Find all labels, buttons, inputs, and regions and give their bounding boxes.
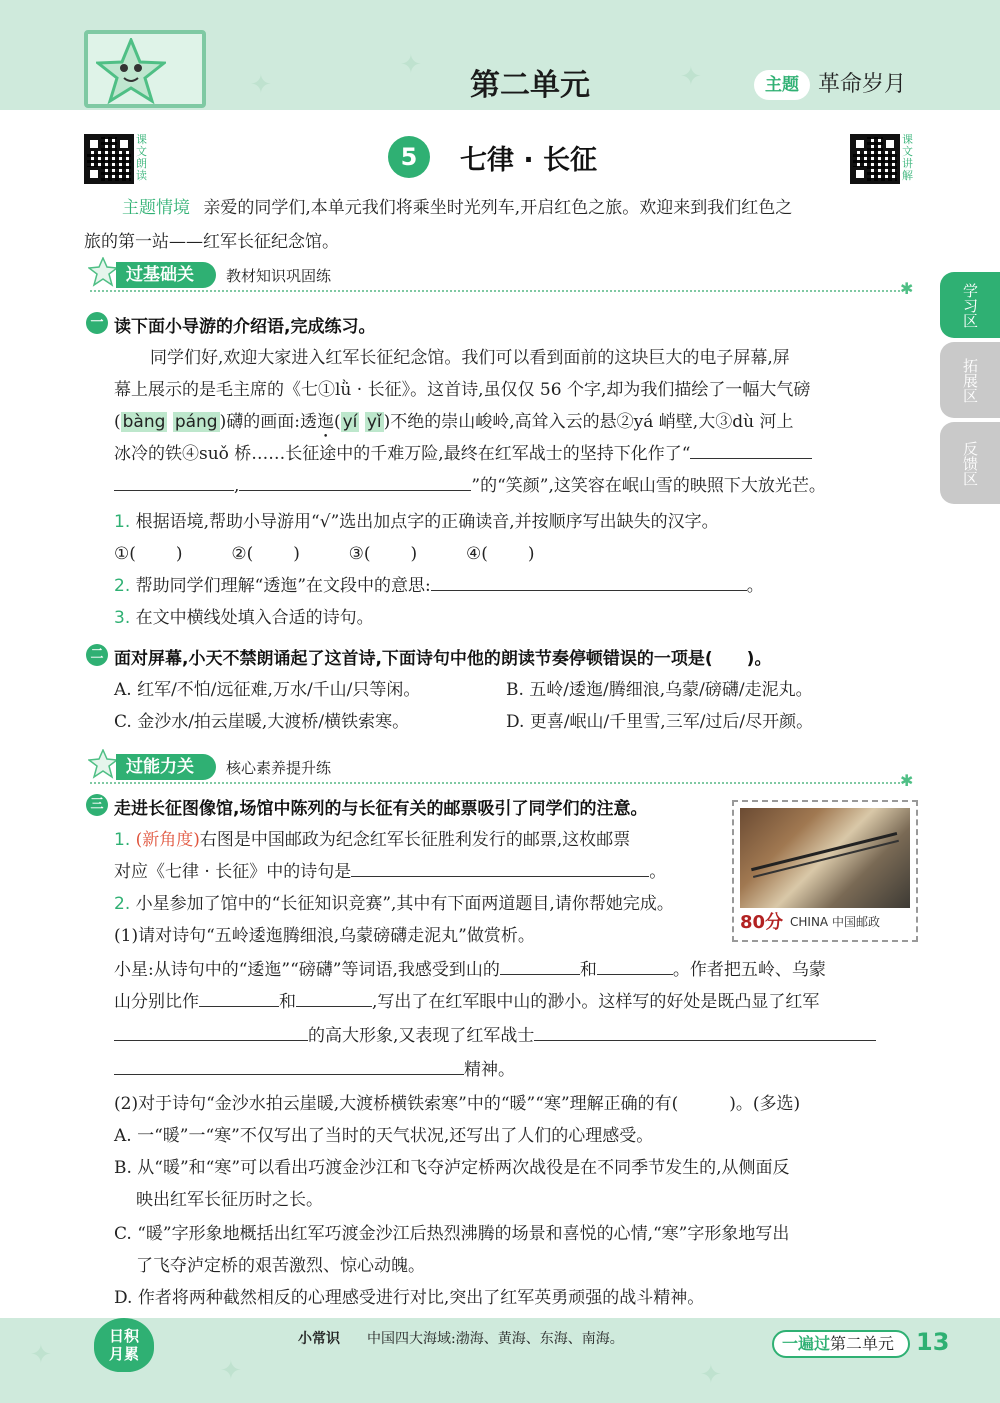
analysis-blank-5[interactable] [114,1021,308,1041]
section-mascot-icon [88,257,118,287]
q1-answer-blanks: ①( ) ②( ) ③( ) ④( ) [114,544,535,564]
q1-subquestion-2: 2. 帮助同学们理解“透迤”在文段中的意思: 。 [114,570,764,602]
section-divider [90,290,900,292]
q3-option-d[interactable]: D. 作者将两种截然相反的心理感受进行对比,突出了红军英勇顽强的战斗精神。 [114,1288,705,1308]
footer-unit: 第二单元 [830,1334,895,1353]
q2-option-a[interactable]: A. 红军/不怕/远征难,万水/千山/只等闲。 [114,680,421,700]
q3-option-c[interactable]: C. “暖”字形象地概括出红军巧渡金沙江后热烈沸腾的场景和喜悦的心情,“寒”字形象地写出 [114,1224,790,1244]
qr-finder [853,137,867,151]
q1-passage-line-1: 同学们好,欢迎大家进入红军长征纪念馆。我们可以看到面前的这块巨大的电子屏幕,屏 [150,348,790,368]
side-tab-feedback[interactable]: 反馈区 [940,422,1000,504]
star-icon: ✦ [700,1360,722,1390]
q1-subquestion-1: 1. 根据语境,帮助小导游用“√”选出加点字的正确读音,并按顺序写出缺失的汉字。 [114,512,719,532]
star-mascot-icon [96,38,166,104]
q3-option-b[interactable]: B. 从“暖”和“寒”可以看出巧渡金沙江和飞夺泸定桥两次战役是在不同季节发生的,从侧面反 [114,1158,790,1178]
side-tab-study[interactable]: 学习区 [940,272,1000,338]
q1-passage-line-2: 幕上展示的是毛主席的《七①lǜ · 长征》。这首诗,虽仅仅 56 个字,却为我们描绘了一幅大气磅 [114,380,811,400]
section-subtitle-basic: 教材知识巩固练 [226,267,332,285]
qr-finder [883,137,897,151]
question-badge-2: 二 [86,644,108,666]
pinyin-option-yi2[interactable]: yí [342,412,358,432]
meaning-blank[interactable] [431,571,747,591]
pinyin-option-bang[interactable]: bàng [122,412,166,432]
lesson-number-badge: 5 [388,136,430,178]
star-icon: ✦ [250,70,272,100]
question-3-title: 走进长征图像馆,场馆中陈列的与长征有关的邮票吸引了同学们的注意。 [114,799,648,819]
qr-finder [853,167,867,181]
star-icon: ✦ [400,50,422,80]
section-divider [90,782,900,784]
section-banner-ability: 过能力关 [116,754,216,780]
star-icon: ✱ [900,771,914,790]
stamp-caption: CHINA 中国邮政 [790,915,880,929]
q3-option-b-cont: 映出红军长征历时之长。 [136,1190,323,1210]
analysis-blank-4[interactable] [296,987,372,1007]
question-badge-1: 一 [86,312,108,334]
brand-name: 一遍过 [782,1334,831,1353]
star-icon: ✦ [220,1356,242,1386]
q3-part-2-prompt: (2)对于诗句“金沙水拍云崖暖,大渡桥横铁索寒”中的“暖”“寒”理解正确的有( )。(多选) [114,1094,801,1114]
dotted-char-yi: 迤 [316,412,334,432]
q2-option-b[interactable]: B. 五岭/逶迤/腾细浪,乌蒙/磅礴/走泥丸。 [506,680,813,700]
section-mascot-icon [88,749,118,779]
question-1-title: 读下面小导游的介绍语,完成练习。 [114,317,376,337]
qr-finder [87,137,101,151]
page-number: 13 [916,1328,950,1356]
poem-blank-2[interactable] [114,471,234,491]
poem-blank-3[interactable] [239,471,471,491]
lesson-title: 七律 · 长征 [460,145,598,176]
analysis-blank-3[interactable] [199,987,279,1007]
q2-option-d[interactable]: D. 更喜/岷山/千里雪,三军/过后/尽开颜。 [506,712,814,732]
q1-passage-line-5: , ”的“笑颜”,这笑容在岷山雪的映照下大放光芒。 [114,470,826,502]
theme-badge: 主题 [754,70,810,100]
stamp-poem-blank[interactable] [351,857,649,877]
analysis-blank-6[interactable] [534,1021,876,1041]
pinyin-option-yi3[interactable]: yǐ [366,412,382,432]
daily-accumulation-badge: 日积 月累 [94,1318,154,1372]
analysis-blank-1[interactable] [500,955,580,975]
q3-part-1-line-2: 山分别比作 和 ,写出了在红军眼中山的渺小。这样写的好处是既凸显了红军 [114,986,819,1018]
tip-text: 中国四大海域:渤海、黄海、东海、南海。 [367,1331,624,1347]
new-angle-tag: (新角度) [135,830,200,850]
star-icon: ✦ [680,62,702,92]
question-badge-3: 三 [86,794,108,816]
q1-passage-line-3: ( bàng páng )礴的画面:透迤( yí yǐ )不绝的崇山峻岭,高耸入云的悬②yá 峭壁,大③dù 河上 [114,412,794,432]
qr-finder [87,167,101,181]
iron-chain-bridge [751,832,899,878]
poem-blank-1[interactable] [690,439,812,459]
brand-pill [772,1330,910,1358]
section-banner-basic: 过基础关 [116,262,216,288]
q3-part-1-prompt: (1)请对诗句“五岭逶迤腾细浪,乌蒙磅礴走泥丸”做赏析。 [114,926,535,946]
analysis-blank-7[interactable] [114,1055,464,1075]
question-2-title: 面对屏幕,小天不禁朗诵起了这首诗,下面诗句中他的朗读节奏停顿错误的一项是( )。 [114,649,772,669]
star-icon: ✱ [900,279,914,298]
section-subtitle-ability: 核心素养提升练 [226,759,332,777]
q3-subquestion-1: 1. (新角度)右图是中国邮政为纪念红军长征胜利发行的邮票,这枚邮票 [114,830,631,850]
analysis-blank-2[interactable] [597,955,673,975]
stamp-image [740,808,910,908]
q3-part-1-line-3: 的高大形象,又表现了红军战士 [114,1020,876,1052]
intro-line-2: 旅的第一站——红军长征纪念馆。 [84,232,339,252]
unit-title: 第二单元 [470,68,590,103]
q2-option-c[interactable]: C. 金沙水/拍云崖暖,大渡桥/横铁索寒。 [114,712,410,732]
q3-part-1-line-4: 精神。 [114,1054,515,1086]
q3-option-a[interactable]: A. 一“暖”一“寒”不仅写出了当时的天气状况,还写出了人们的心理感受。 [114,1126,654,1146]
q3-option-c-cont: 了飞夺泸定桥的艰苦激烈、惊心动魄。 [136,1256,425,1276]
q1-subquestion-3: 3. 在文中横线处填入合适的诗句。 [114,608,374,628]
q3-subquestion-1-cont: 对应《七律 · 长征》中的诗句是 。 [114,856,666,888]
stamp-value: 80分 [740,912,784,933]
q1-passage-line-4: 冰冷的铁④suǒ 桥……长征途中的千难万险,最终在红军战士的坚持下化作了“ [114,438,812,470]
theme-text: 革命岁月 [818,72,907,97]
qr-label-explanation: 课文讲解 [902,133,913,182]
tip-label: 小常识 [298,1331,340,1347]
pinyin-option-pang[interactable]: páng [174,412,218,432]
q3-subquestion-2: 2. 小星参加了馆中的“长征知识竞赛”,其中有下面两道题目,请你帮她完成。 [114,894,674,914]
intro-label: 主题情境 [122,198,190,218]
qr-label-reading: 课文朗读 [136,133,147,182]
intro-line-1: 主题情境 亲爱的同学们,本单元我们将乘坐时光列车,开启红色之旅。欢迎来到我们红色之 [84,192,916,225]
qr-finder [117,137,131,151]
q3-part-1-line-1: 小星:从诗句中的“逶迤”“磅礴”等词语,我感受到山的 和 。作者把五岭、乌蒙 [114,954,826,986]
star-icon: ✦ [30,1340,52,1370]
side-tab-extend[interactable]: 拓展区 [940,342,1000,418]
